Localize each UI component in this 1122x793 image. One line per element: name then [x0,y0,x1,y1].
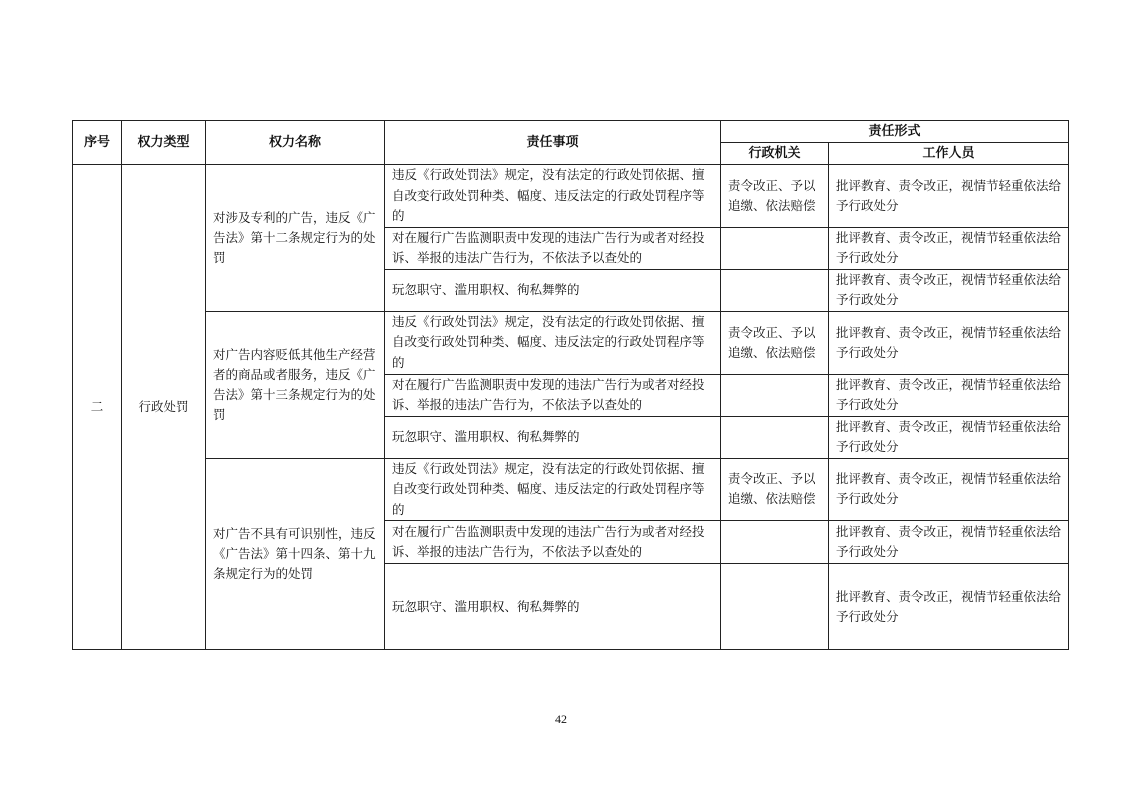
duty-cell: 违反《行政处罚法》规定，没有法定的行政处罚依据、擅自改变行政处罚种类、幅度、违反法定的行政处罚程序等的 [385,458,721,521]
power-name-cell: 对涉及专利的广告，违反《广告法》第十二条规定行为的处罚 [206,165,385,312]
duty-cell: 玩忽职守、滥用职权、徇私舞弊的 [385,269,721,311]
staff-cell: 批评教育、责令改正，视情节轻重依法给予行政处分 [829,416,1069,458]
section-seq: 二 [73,165,122,650]
header-staff: 工作人员 [829,143,1069,165]
staff-cell: 批评教育、责令改正，视情节轻重依法给予行政处分 [829,564,1069,650]
table-row [73,311,1069,374]
page-number: 42 [555,712,567,726]
staff-cell: 批评教育、责令改正，视情节轻重依法给予行政处分 [829,311,1069,374]
duty-cell: 违反《行政处罚法》规定，没有法定的行政处罚依据、擅自改变行政处罚种类、幅度、违反法定的行政处罚程序等的 [385,311,721,374]
duty-cell: 违反《行政处罚法》规定，没有法定的行政处罚依据、擅自改变行政处罚种类、幅度、违反法定的行政处罚程序等的 [385,165,721,228]
section-power-type: 行政处罚 [122,165,206,650]
staff-cell: 批评教育、责令改正，视情节轻重依法给予行政处分 [829,458,1069,521]
header-power-type: 权力类型 [122,121,206,165]
admin-org-cell: 责令改正、予以追缴、依法赔偿 [721,458,829,521]
header-duty-items: 责任事项 [385,121,721,165]
staff-cell: 批评教育、责令改正，视情节轻重依法给予行政处分 [829,165,1069,228]
duty-cell: 玩忽职守、滥用职权、徇私舞弊的 [385,564,721,650]
staff-cell: 批评教育、责令改正，视情节轻重依法给予行政处分 [829,269,1069,311]
admin-org-cell: 责令改正、予以追缴、依法赔偿 [721,311,829,374]
duty-cell: 玩忽职守、滥用职权、徇私舞弊的 [385,416,721,458]
staff-cell: 批评教育、责令改正，视情节轻重依法给予行政处分 [829,521,1069,564]
admin-org-cell: 责令改正、予以追缴、依法赔偿 [721,165,829,228]
table-row [73,165,1069,228]
admin-org-cell [721,521,829,564]
admin-org-cell [721,227,829,269]
header-admin-org: 行政机关 [721,143,829,165]
admin-org-cell [721,564,829,650]
admin-org-cell [721,374,829,416]
staff-cell: 批评教育、责令改正，视情节轻重依法给予行政处分 [829,227,1069,269]
duty-cell: 对在履行广告监测职责中发现的违法广告行为或者对经投诉、举报的违法广告行为，不依法予以查处的 [385,374,721,416]
header-power-name: 权力名称 [206,121,385,165]
responsibility-table [72,120,1069,650]
admin-org-cell [721,269,829,311]
staff-cell: 批评教育、责令改正，视情节轻重依法给予行政处分 [829,374,1069,416]
admin-org-cell [721,416,829,458]
duty-cell: 对在履行广告监测职责中发现的违法广告行为或者对经投诉、举报的违法广告行为，不依法予以查处的 [385,521,721,564]
header-seq: 序号 [73,121,122,165]
duty-cell: 对在履行广告监测职责中发现的违法广告行为或者对经投诉、举报的违法广告行为，不依法予以查处的 [385,227,721,269]
power-name-cell: 对广告内容贬低其他生产经营者的商品或者服务，违反《广告法》第十三条规定行为的处罚 [206,311,385,458]
power-name-cell: 对广告不具有可识别性，违反《广告法》第十四条、第十九条规定行为的处罚 [206,458,385,650]
table-row [73,458,1069,521]
header-duty-form: 责任形式 [721,121,1069,143]
